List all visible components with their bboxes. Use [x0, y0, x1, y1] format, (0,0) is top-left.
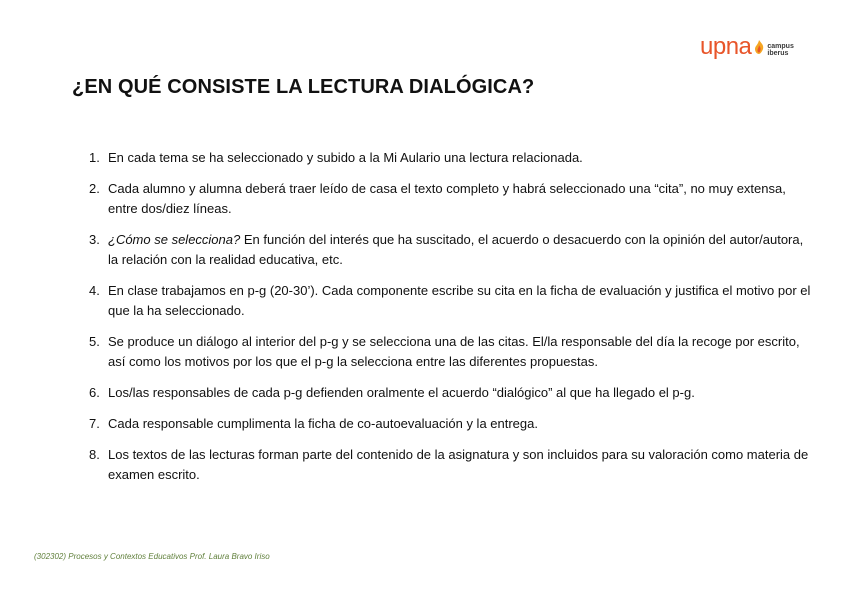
- item-text: Los textos de las lecturas forman parte del contenido de la asignatura y son incluidos para su valoración como materia de examen escrito.: [108, 447, 809, 482]
- list-item: [80, 281, 812, 321]
- item-text: Se produce un diálogo al interior del p-g y se selecciona una de las citas. El/la responsable del día la recoge por escrito, así como los motivos por los que el p-g la selecciona entre las diferentes propuestas.: [108, 334, 800, 369]
- logo-iberus-text: iberus: [767, 50, 789, 57]
- item-number: 3.: [89, 232, 100, 247]
- list-item: [80, 179, 812, 219]
- page-title: ¿EN QUÉ CONSISTE LA LECTURA DIALÓGICA?: [72, 76, 535, 98]
- list-item: [80, 445, 812, 485]
- item-text: En cada tema se ha seleccionado y subido a la Mi Aulario una lectura relacionada.: [108, 150, 583, 165]
- item-text: [108, 230, 812, 270]
- upna-logo: [700, 33, 794, 66]
- item-text: En clase trabajamos en p-g (20-30’). Cada componente escribe su cita en la ficha de evaluación y justifica el motivo por el que la ha seleccionado.: [108, 283, 811, 318]
- item-text: Cada alumno y alumna deberá traer leído de casa el texto completo y habrá seleccionado una “cita”, no muy extensa, entre dos/diez líneas.: [108, 181, 786, 216]
- item-number: 8.: [89, 447, 100, 462]
- item-text-rest: En función del interés que ha suscitado, el acuerdo o desacuerdo con la opinión del autor/autora, la relación con la realidad educativa, etc.: [108, 232, 804, 267]
- footer-course-info: (302302) Procesos y Contextos Educativos Prof. Laura Bravo Iriso: [34, 552, 270, 561]
- item-number: 4.: [89, 283, 100, 298]
- item-number: 2.: [89, 181, 100, 196]
- item-number: 7.: [89, 416, 100, 431]
- item-text: Cada responsable cumplimenta la ficha de co-autoevaluación y la entrega.: [108, 416, 538, 431]
- item-number: 1.: [89, 150, 100, 165]
- list-item: [80, 148, 812, 168]
- list-item: [80, 332, 812, 372]
- item-number: 6.: [89, 385, 100, 400]
- item-number: 5.: [89, 334, 100, 349]
- flame-icon: [754, 40, 764, 54]
- logo-campus-text: campus: [767, 43, 794, 50]
- item-emphasis: ¿Cómo se selecciona?: [108, 232, 241, 247]
- list-item: [80, 414, 812, 434]
- item-text: Los/las responsables de cada p-g defienden oralmente el acuerdo “dialógico” al que ha llegado el p-g.: [108, 385, 695, 400]
- steps-list: [80, 148, 812, 496]
- logo-wordmark: upna: [700, 33, 752, 60]
- list-item: [80, 383, 812, 403]
- list-item: [80, 230, 812, 270]
- logo-side-text: [767, 43, 793, 57]
